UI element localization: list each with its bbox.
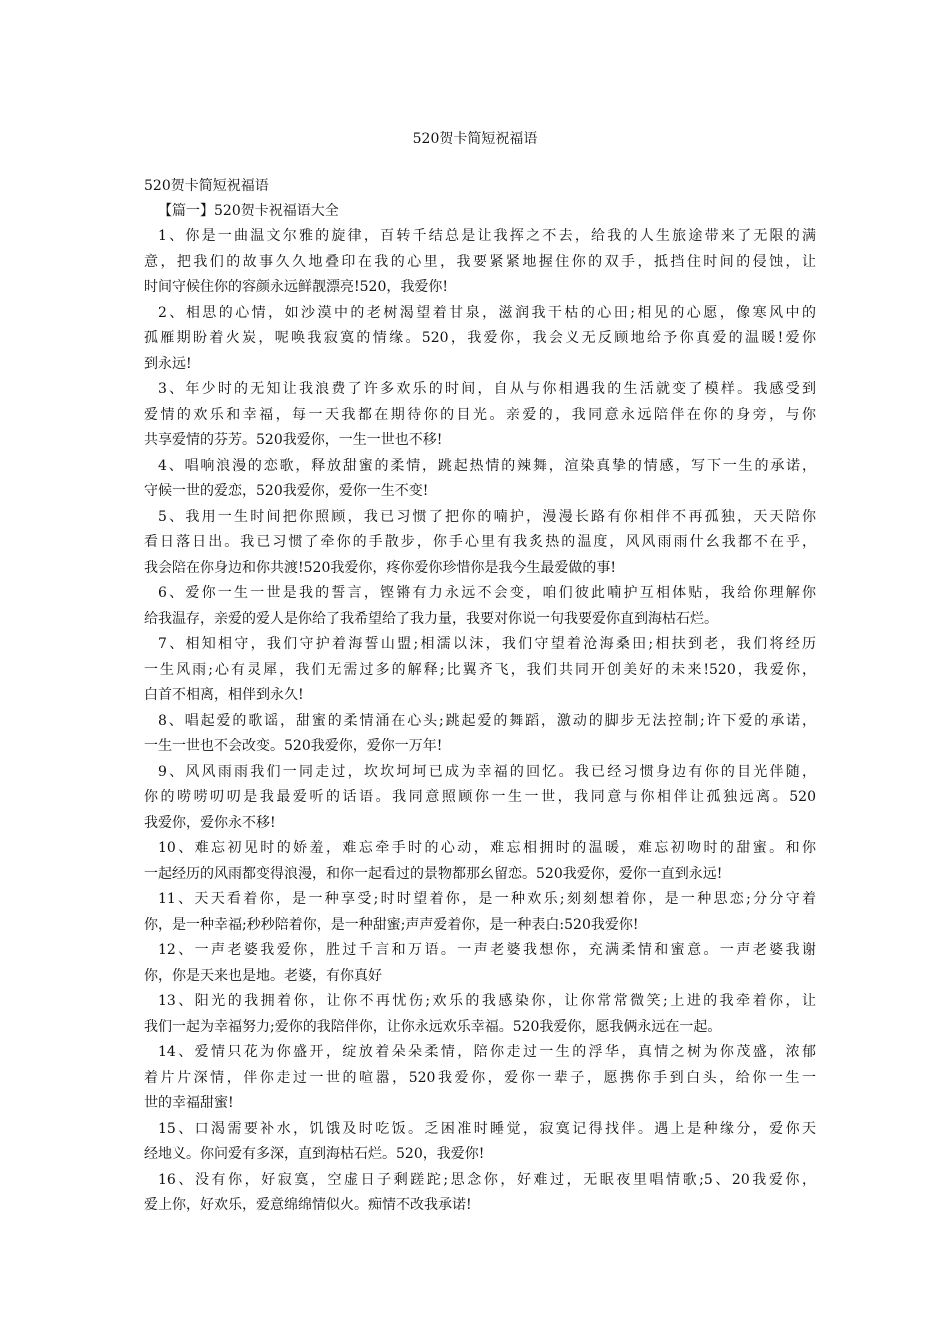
paragraph — [144, 379, 816, 456]
paragraph-line: 孤雁期盼着火炭，呢唤我寂寞的情缘。520，我爱你，我会义无反顾地给予你真爱的温暖!爱你 — [144, 330, 816, 346]
paragraph-line: 看日落日出。我已习惯了牵你的手散步，你手心里有我炙热的温度，风风雨雨什幺我都不在乎， — [144, 534, 816, 550]
paragraph — [144, 1119, 816, 1170]
paragraph-line: 11、天天看着你，是一种享受;时时望着你，是一种欢乐;刻刻想着你，是一种思恋;分分守着 — [158, 891, 816, 907]
paragraph-line: 4、唱响浪漫的恋歌，释放甜蜜的柔情，跳起热情的辣舞，渲染真挚的情感，写下一生的承诺， — [158, 457, 816, 474]
paragraph-line: 13、阳光的我拥着你，让你不再忧伤;欢乐的我感染你，让你常常微笑;上进的我牵着你，让 — [158, 993, 816, 1009]
paragraph — [144, 1042, 816, 1119]
paragraph-line: 你，你是天来也是地。老婆，有你真好 — [144, 967, 382, 984]
paragraph — [144, 991, 816, 1042]
paragraph-line: 12、一声老婆我爱你，胜过千言和万语。一声老婆我想你，充满柔情和蜜意。一声老婆我谢 — [158, 942, 816, 958]
paragraph-line: 8、唱起爱的歌谣，甜蜜的柔情涌在心头;跳起爱的舞蹈，激动的脚步无法控制;许下爱的承诺， — [158, 712, 816, 729]
paragraph-line: 你，是一种幸福;秒秒陪着你，是一种甜蜜;声声爱着你，是一种表白:520我爱你! — [144, 916, 639, 933]
paragraph — [144, 940, 816, 991]
paragraph-line: 我们一起为幸福努力;爱你的我陪伴你，让你永远欢乐幸福。520我爱你，愿我俩永远在一起。 — [144, 1018, 722, 1035]
paragraph-line: 爱情的欢乐和幸福，每一天我都在期待你的目光。亲爱的，我同意永远陪伴在你的身旁，与你 — [144, 406, 816, 423]
paragraph-line: 守候一世的爱恋，520我爱你，爱你一生不变! — [144, 483, 429, 499]
paragraph-line: 14、爱情只花为你盛开，绽放着朵朵柔情，陪你走过一生的浮华，真情之树为你茂盛，浓郁 — [158, 1044, 816, 1060]
paragraph — [144, 1170, 816, 1221]
paragraph-line: 世的幸福甜蜜! — [144, 1095, 234, 1111]
paragraph-line: 10、难忘初见时的娇羞，难忘牵手时的心动，难忘相拥时的温暖，难忘初吻时的甜蜜。和你 — [158, 840, 816, 856]
paragraph-line: 7、相知相守，我们守护着海誓山盟;相濡以沫，我们守望着沧海桑田;相扶到老，我们将经历 — [158, 636, 816, 652]
paragraph-line: 到永远! — [144, 355, 192, 372]
paragraph-line: 3、年少时的无知让我浪费了许多欢乐的时间，自从与你相遇我的生活就变了模样。我感受到 — [158, 381, 816, 397]
paragraph — [144, 634, 816, 711]
paragraph — [144, 507, 816, 584]
paragraph — [144, 583, 816, 634]
paragraph — [144, 838, 816, 889]
document-body — [144, 176, 816, 1221]
paragraph — [144, 762, 816, 839]
paragraph — [144, 711, 816, 762]
paragraph-line: 着片片深情，伴你走过一世的喧嚣，520我爱你，爱你一辈子，愿携你手到白头，给你一生一 — [144, 1069, 816, 1086]
paragraph-line: 15、口渴需要补水，饥饿及时吃饭。乏困准时睡觉，寂寞记得找伴。遇上是种缘分，爱你天 — [158, 1120, 816, 1137]
section-heading: 【篇一】520贺卡祝福语大全 — [158, 203, 339, 219]
paragraph-list — [144, 226, 816, 1221]
paragraph-line: 经地义。你问爱有多深，直到海枯石烂。520，我爱你! — [144, 1146, 485, 1162]
document-title: 520贺卡简短祝福语 — [412, 131, 538, 147]
paragraph-line: 时间守候住你的容颜永远鲜靓漂亮!520，我爱你! — [144, 279, 448, 295]
paragraph — [144, 226, 816, 303]
paragraph-line: 你的唠唠叨叨是我最爱听的话语。我同意照顾你一生一世，我同意与你相伴让孤独远离。520 — [144, 789, 816, 805]
document-subtitle: 520贺卡简短祝福语 — [144, 178, 269, 194]
paragraph-line: 意，把我们的故事久久地叠印在我的心里，我要紧紧地握住你的双手，抵挡住时间的侵蚀，让 — [144, 253, 816, 270]
paragraph-line: 16、没有你，好寂寞，空虚日子剩蹉跎;思念你，好难过，无眠夜里唱情歌;5、20我爱你， — [158, 1171, 816, 1188]
paragraph — [144, 889, 816, 940]
paragraph-line: 共享爱情的芬芳。520我爱你，一生一世也不移! — [144, 432, 443, 448]
paragraph-line: 一生风雨;心有灵犀，我们无需过多的解释;比翼齐飞，我们共同开创美好的未来!520，我爱你， — [144, 661, 816, 678]
paragraph-line: 我会陪在你身边和你共渡!520我爱你，疼你爱你珍惜你是我今生最爱做的事! — [144, 559, 616, 576]
paragraph — [144, 456, 816, 507]
paragraph-line: 2、相思的心情，如沙漠中的老树渴望着甘泉，滋润我干枯的心田;相见的心愿，像寒风中的 — [158, 304, 816, 321]
paragraph-line: 9、风风雨雨我们一同走过，坎坎坷坷已成为幸福的回忆。我已经习惯身边有你的目光伴随， — [158, 763, 816, 780]
paragraph-line: 6、爱你一生一世是我的誓言，铿锵有力永远不会变，咱们彼此喃护互相体贴，我给你理解你 — [158, 585, 816, 601]
paragraph-line: 1、你是一曲温文尔雅的旋律，百转千结总是让我挥之不去，给我的人生旅途带来了无限的满 — [158, 228, 816, 244]
paragraph — [144, 303, 816, 380]
paragraph-line: 我爱你，爱你永不移! — [144, 814, 276, 831]
paragraph-line: 一起经历的风雨都变得浪漫，和你一起看过的景物都那幺留恋。520我爱你，爱你一直到永远! — [144, 865, 723, 882]
paragraph-line: 白首不相离，相伴到永久! — [144, 687, 304, 703]
paragraph-line: 给我温存，亲爱的爱人是你给了我希望给了我力量，我要对你说一句我要爱你直到海枯石烂。 — [144, 610, 718, 627]
paragraph-line: 一生一世也不会改变。520我爱你，爱你一万年! — [144, 738, 443, 754]
paragraph-line: 5、我用一生时间把你照顾，我已习惯了把你的喃护，漫漫长路有你相伴不再孤独，天天陪你 — [158, 508, 816, 525]
paragraph-line: 爱上你，好欢乐，爱意绵绵情似火。痴情不改我承诺! — [144, 1197, 472, 1213]
